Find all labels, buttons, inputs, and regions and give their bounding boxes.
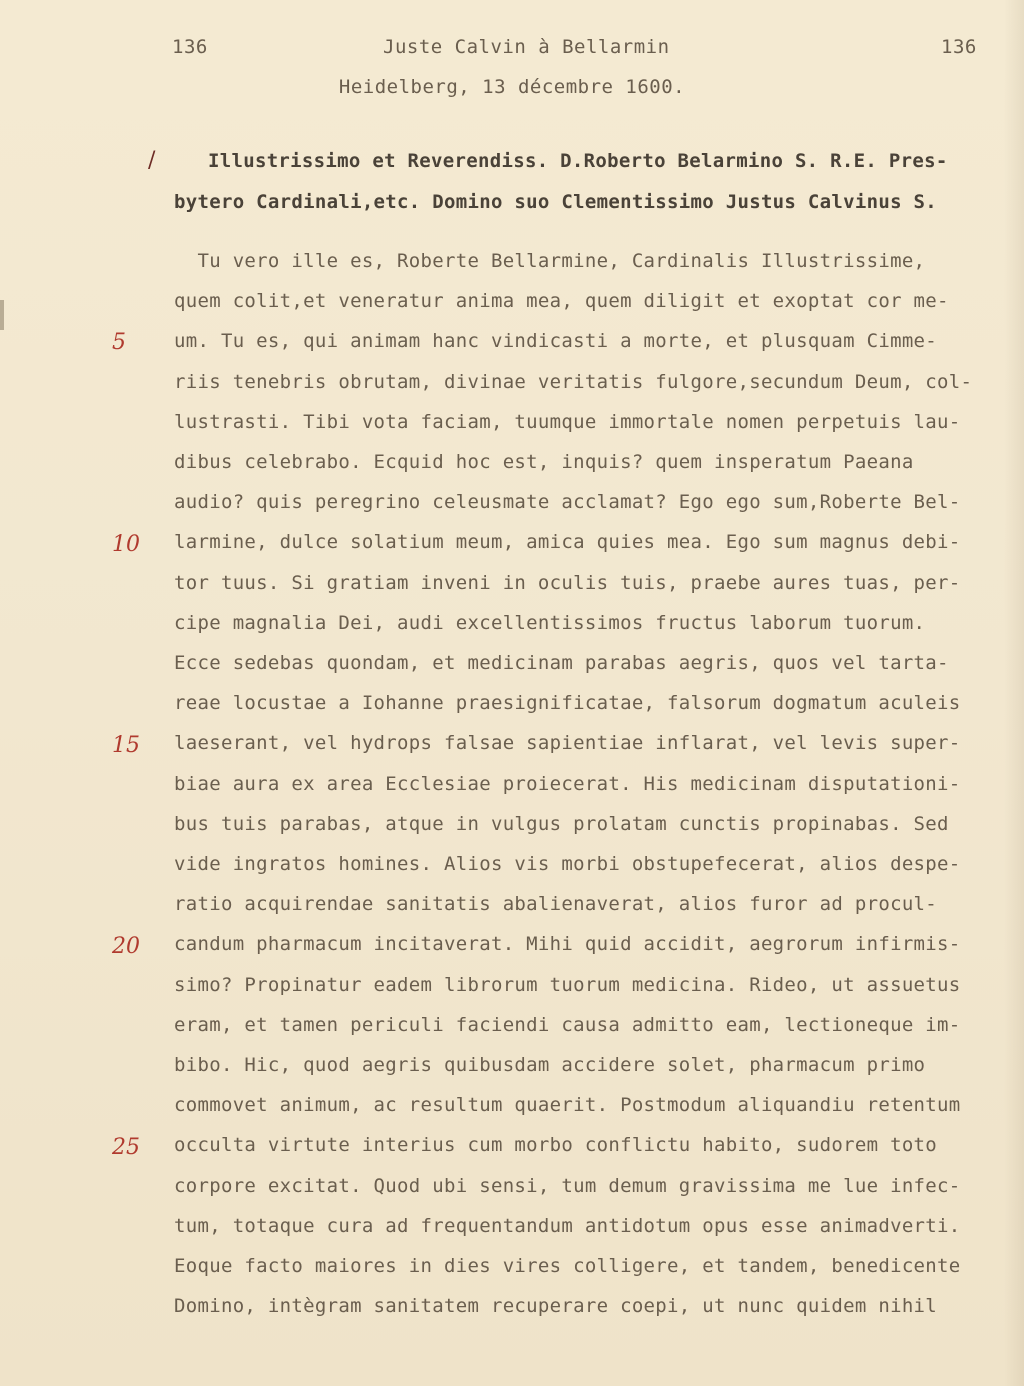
body-line: biae aura ex area Ecclesiae proiecerat. His medicinam disputationi-	[174, 772, 961, 795]
body-line: tor tuus. Si gratiam inveni in oculis tuis, praebe aures tuas, per-	[174, 571, 961, 594]
dateline: Heidelberg, 13 décembre 1600.	[338, 76, 686, 98]
address-line-1: Illustrissimo et Reverendiss. D.Roberto Belarmino S. R.E. Pres-	[208, 150, 948, 172]
body-line: reae locustae a Iohanne praesignificatae, falsorum dogmatum aculeis	[174, 692, 961, 715]
page-number-left: 136	[172, 36, 208, 58]
body-line: corpore excitat. Quod ubi sensi, tum demum gravissima me lue infec-	[174, 1174, 961, 1197]
body-line: cipe magnalia Dei, audi excellentissimos fructus laborum tuorum.	[174, 611, 926, 634]
body-line: Eoque facto maiores in dies vires colligere, et tandem, benedicente	[174, 1255, 961, 1277]
margin-line-number-10: 10	[112, 532, 140, 557]
margin-line-number-25: 25	[112, 1135, 140, 1160]
body-line: commovet animum, ac resultum quaerit. Postmodum aliquandiu retentum	[174, 1094, 961, 1117]
body-line: Domino, intègram sanitatem recuperare coepi, ut nunc quidem nihil	[174, 1295, 938, 1318]
body-line: dibus celebrabo. Ecquid hoc est, inquis? quem insperatum Paeana	[174, 451, 914, 473]
page-edge-shadow	[1004, 0, 1024, 1386]
margin-line-number-15: 15	[112, 733, 140, 758]
body-line: laeserant, vel hydrops falsae sapientiae inflarat, vel levis super-	[174, 732, 961, 755]
body-line: ratio acquirendae sanitatis abalienaverat, alios furor ad procul-	[174, 893, 938, 916]
body-line: quem colit,et veneratur anima mea, quem diligit et exoptat cor me-	[174, 290, 949, 313]
margin-slash: /	[148, 148, 156, 173]
body-line: lustrasti. Tibi vota faciam, tuumque immortale nomen perpetuis lau-	[174, 410, 961, 433]
address-line-2: bytero Cardinali,etc. Domino suo Clementissimo Justus Calvinus S.	[174, 191, 938, 213]
margin-line-number-5: 5	[112, 330, 126, 355]
body-line: larmine, dulce solatium meum, amica quies mea. Ego sum magnus debi-	[174, 531, 961, 554]
body-line: Tu vero ille es, Roberte Bellarmine, Cardinalis Illustrissime,	[174, 250, 926, 272]
body-line: eram, et tamen periculi faciendi causa admitto eam, lectioneque im-	[174, 1013, 961, 1036]
body-line: bus tuis parabas, atque in vulgus prolatam cunctis propinabas. Sed	[174, 812, 949, 835]
body-line: tum, totaque cura ad frequentandum antidotum opus esse animadverti.	[174, 1214, 961, 1237]
margin-line-number-20: 20	[112, 934, 140, 959]
body-line: simo? Propinatur eadem librorum tuorum medicina. Rideo, ut assuetus	[174, 973, 961, 996]
body-line: audio? quis peregrino celeusmate acclamat? Ego ego sum,Roberte Bel-	[174, 491, 961, 514]
body-line: riis tenebris obrutam, divinae veritatis fulgore,secundum Deum, col-	[174, 370, 973, 393]
body-line: occulta virtute interius cum morbo conflictu habito, sudorem toto	[174, 1134, 938, 1157]
body-line: Ecce sedebas quondam, et medicinam parabas aegris, quos vel tarta-	[174, 652, 949, 674]
running-title: Juste Calvin à Bellarmin	[383, 36, 670, 58]
body-line: bibo. Hic, quod aegris quibusdam accidere solet, pharmacum primo	[174, 1054, 926, 1076]
body-line: candum pharmacum incitaverat. Mihi quid accidit, aegrorum infirmis-	[174, 933, 961, 956]
page-number-right: 136	[941, 36, 977, 58]
binding-mark	[0, 300, 4, 330]
body-line: um. Tu es, qui animam hanc vindicasti a morte, et plusquam Cimme-	[174, 330, 938, 353]
body-line: vide ingratos homines. Alios vis morbi obstupefecerat, alios despe-	[174, 853, 961, 875]
